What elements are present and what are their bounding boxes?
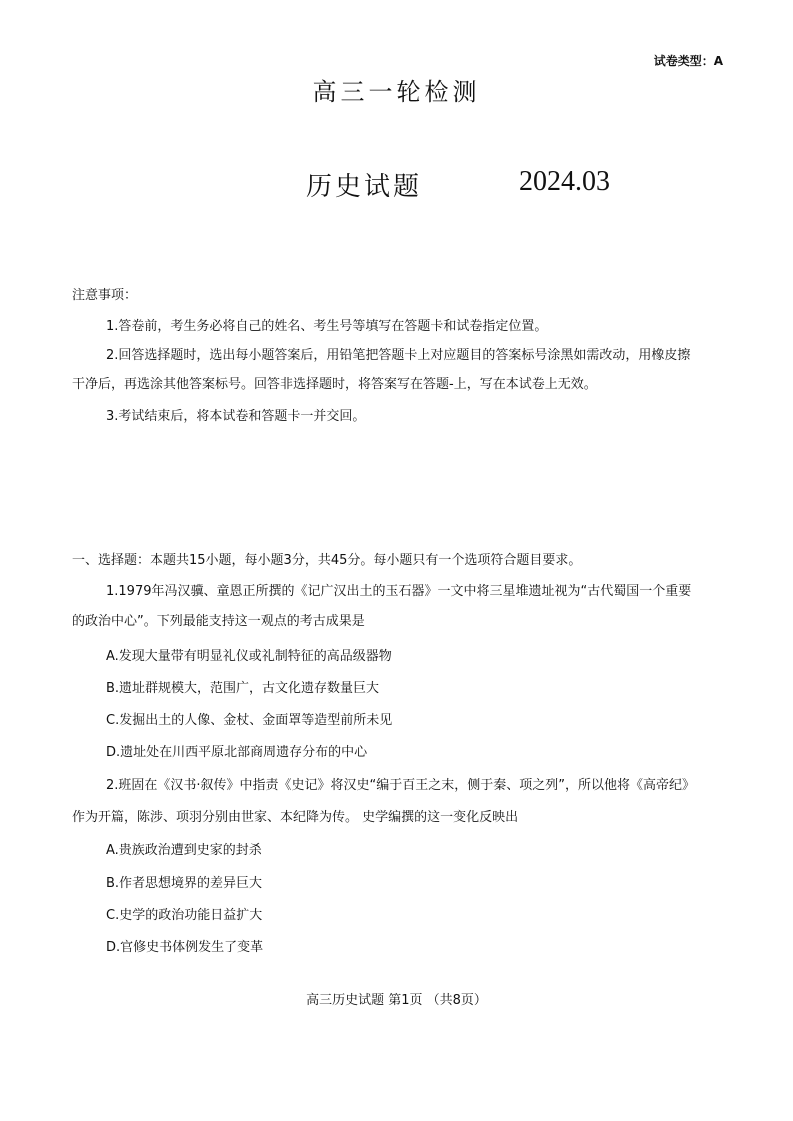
section-heading: 一、选择题：本题共15小题，每小题3分，共45分。每小题只有一个选项符合题目要求。 [72, 553, 582, 568]
question-2-option-c: C.史学的政治功能日益扩大 [106, 908, 263, 923]
question-1-stem-continued: 的政治中心”。下列最能支持这一观点的考古成果是 [72, 614, 365, 629]
exam-title: 高三一轮检测 [312, 78, 481, 106]
question-1-stem: 1.1979年冯汉骥、童恩正所撰的《记广汉出土的玉石器》一文中将三星堆遗址视为“古代蜀国一个重要 [106, 584, 692, 599]
paper-type-label: 试卷类型：A [653, 54, 723, 68]
question-1-option-d: D.遗址处在川西平原北部商周遗存分布的中心 [106, 745, 368, 760]
question-1-option-b: B.遗址群规模大，范围广，古文化遗存数量巨大 [106, 681, 380, 696]
question-1-option-a: A.发现大量带有明显礼仪或礼制特征的高品级器物 [106, 649, 392, 664]
notice-heading: 注意事项： [72, 288, 138, 303]
exam-date: 2024.03 [519, 166, 610, 197]
question-2-stem: 2.班固在《汉书·叙传》中指责《史记》将汉史“编于百王之末，侧于秦、项之列”，所以他将《高帝纪》 [106, 778, 696, 793]
question-2-option-b: B.作者思想境界的差异巨大 [106, 876, 263, 891]
question-2-option-d: D.官修史书体例发生了变革 [106, 940, 264, 955]
question-2-option-a: A.贵族政治遭到史家的封杀 [106, 843, 262, 858]
notice-item-1: 1.答卷前，考生务必将自己的姓名、考生号等填写在答题卡和试卷指定位置。 [106, 319, 548, 334]
notice-item-3: 3.考试结束后，将本试卷和答题卡一并交回。 [106, 409, 366, 424]
notice-item-2-continued: 干净后，再选涂其他答案标号。回答非选择题时，将答案写在答题-上，写在本试卷上无效。 [72, 377, 597, 392]
notice-item-2: 2.回答选择题时，选出每小题答案后，用铅笔把答题卡上对应题目的答案标号涂黑如需改动，用橡皮擦 [106, 348, 691, 363]
question-1-option-c: C.发掘出土的人像、金杖、金面罩等造型前所未见 [106, 713, 393, 728]
page-footer: 高三历史试题 第1页 （共8页） [306, 993, 487, 1008]
question-2-stem-continued: 作为开篇，陈涉、项羽分别由世家、本纪降为传。 史学编撰的这一变化反映出 [72, 810, 519, 825]
subject-title: 历史试题 [306, 172, 423, 202]
